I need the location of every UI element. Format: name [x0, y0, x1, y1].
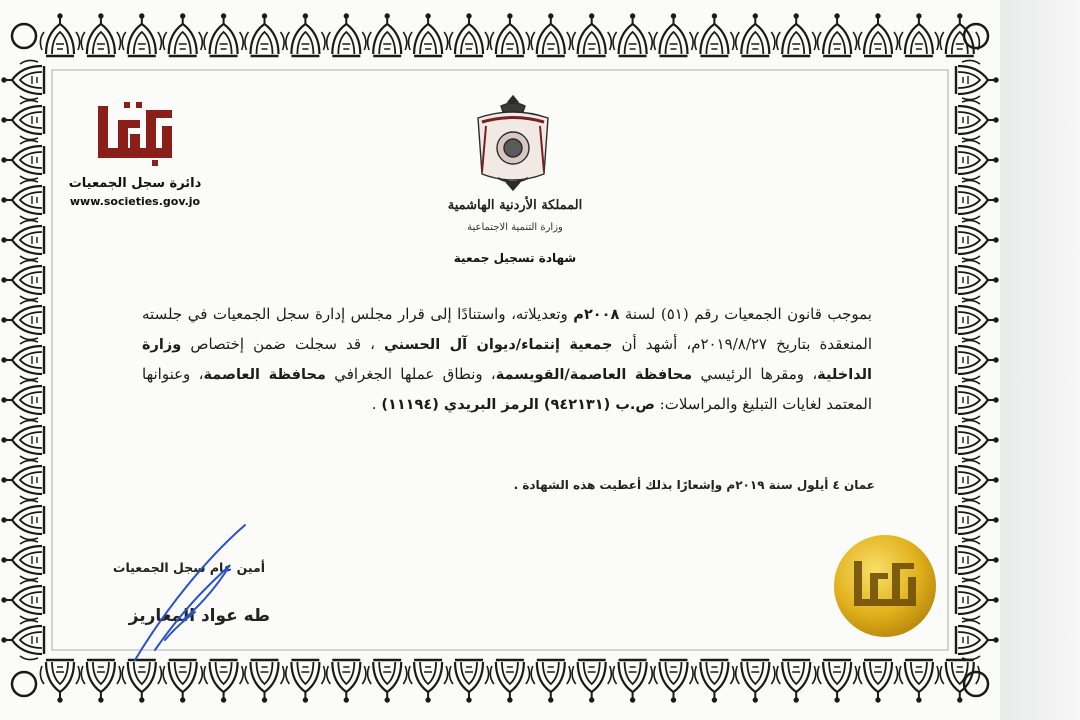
border-motif — [245, 14, 284, 56]
border-motif — [736, 660, 775, 702]
border-motif — [956, 300, 998, 339]
border-motif — [956, 60, 998, 99]
border-motif — [956, 380, 998, 419]
signatory-name: طه عواد المغاريز — [128, 606, 270, 626]
border-motif — [2, 580, 44, 619]
border-motif — [956, 420, 998, 459]
border-motif — [2, 60, 44, 99]
body-text-7: . — [371, 395, 382, 413]
border-motif — [613, 660, 652, 702]
border-motif — [956, 140, 998, 179]
border-motif — [163, 14, 202, 56]
border-motif — [2, 100, 44, 139]
body-text-5: ، ونطاق عملها الجغرافي — [325, 365, 496, 383]
border-motif — [409, 14, 448, 56]
border-motif — [40, 14, 79, 56]
body-text-4: ، ومقرها الرئيسي — [692, 365, 818, 383]
issue-date-line: عمان ٤ أيلول سنة ٢٠١٩م وإشعارًا بذلك أعطيت هذه الشهادة . — [513, 478, 875, 492]
border-motif — [956, 100, 998, 139]
border-motif — [940, 14, 979, 56]
border-motif — [777, 660, 816, 702]
border-motif — [956, 180, 998, 219]
border-motif — [956, 340, 998, 379]
border-motif — [409, 660, 448, 702]
handwritten-signature-icon — [95, 520, 275, 670]
border-motif — [204, 14, 243, 56]
border-motif — [81, 14, 120, 56]
border-motif — [956, 460, 998, 499]
signatory-title: أمين عام سجل الجمعيات — [112, 560, 265, 575]
border-motif — [2, 260, 44, 299]
gold-seal-icon — [832, 533, 938, 639]
border-motif — [956, 620, 998, 659]
border-motif — [2, 460, 44, 499]
border-motif — [2, 220, 44, 259]
law-year: ٢٠٠٨م — [573, 307, 620, 323]
postal-address: ص.ب (٩٤٢١٣١) الرمز البريدي (١١١٩٤) — [381, 397, 655, 413]
border-motif — [122, 14, 161, 56]
page-edge — [1000, 0, 1080, 720]
ministry-name: وزارة التنمية الاجتماعية — [467, 222, 563, 233]
body-text-1: بموجب قانون الجمعيات رقم (٥١) لسنة — [619, 305, 872, 323]
border-motif — [327, 14, 366, 56]
border-motif — [2, 380, 44, 419]
border-motif — [858, 14, 897, 56]
border-motif — [286, 14, 325, 56]
border-motif — [286, 660, 325, 702]
border-motif — [40, 660, 79, 702]
border-corner — [12, 672, 36, 696]
border-motif — [368, 660, 407, 702]
body-text-6: ، وعنوانها المعتمد لغايات التبليغ والمراسلات: — [142, 365, 872, 413]
jurisdiction-ministry: وزارة الداخلية — [142, 337, 873, 383]
border-motif — [899, 660, 938, 702]
border-motif — [531, 660, 570, 702]
border-motif — [2, 340, 44, 379]
border-corner — [12, 24, 36, 48]
border-motif — [327, 660, 366, 702]
border-motif — [695, 660, 734, 702]
societies-logo-icon — [90, 100, 180, 172]
border-motif — [2, 420, 44, 459]
border-motif — [613, 14, 652, 56]
border-motif — [2, 620, 44, 659]
border-motif — [956, 580, 998, 619]
body-text-3: ، قد سجلت ضمن إختصاص — [181, 335, 385, 353]
border-motif — [2, 180, 44, 219]
border-motif — [490, 660, 529, 702]
border-motif — [818, 14, 857, 56]
border-motif — [2, 300, 44, 339]
border-motif — [956, 220, 998, 259]
certificate-title: شهادة تسجيل جمعية — [453, 251, 577, 265]
border-motif — [490, 14, 529, 56]
coat-of-arms-icon — [468, 92, 558, 192]
border-motif — [2, 140, 44, 179]
border-motif — [695, 14, 734, 56]
border-motif — [531, 14, 570, 56]
border-motif — [818, 660, 857, 702]
kingdom-name: المملكة الأردنية الهاشمية — [447, 198, 583, 213]
border-motif — [2, 500, 44, 539]
border-motif — [449, 14, 488, 56]
border-corner — [964, 24, 988, 48]
border-motif — [777, 14, 816, 56]
border-motif — [368, 14, 407, 56]
border-motif — [572, 14, 611, 56]
website-link: www.societies.gov.jo — [69, 195, 201, 208]
border-motif — [956, 540, 998, 579]
headquarters: محافظة العاصمة/القويسمة — [495, 367, 693, 383]
border-motif — [736, 14, 775, 56]
border-motif — [858, 660, 897, 702]
border-motif — [654, 14, 693, 56]
border-motif — [654, 660, 693, 702]
border-motif — [956, 260, 998, 299]
border-motif — [956, 500, 998, 539]
geographic-scope: محافظة العاصمة — [203, 367, 326, 383]
border-motif — [899, 14, 938, 56]
society-name: جمعية إنتماء/ديوان آل الحسني — [384, 337, 613, 353]
department-name: دائرة سجل الجمعيات — [68, 176, 202, 191]
border-motif — [449, 660, 488, 702]
border-motif — [2, 540, 44, 579]
certificate-body — [142, 300, 872, 420]
border-motif — [572, 660, 611, 702]
body-text-2: وتعديلاته، واستنادًا إلى قرار مجلس إدارة سجل الجمعيات في جلسته المنعقدة بتاريخ ٢٠١٩/٨/٢٧م، أشهد أن — [142, 305, 873, 353]
